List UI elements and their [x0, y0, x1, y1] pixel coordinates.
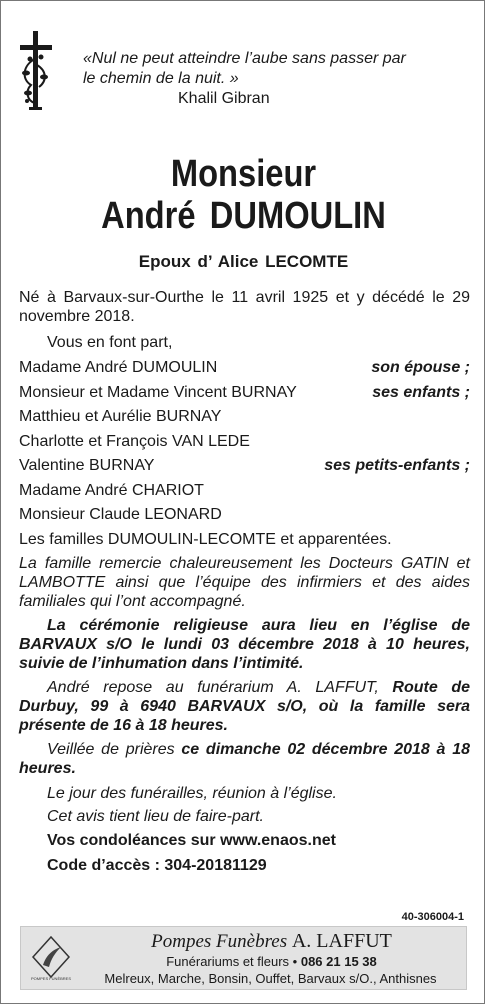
funeral-day-line: Le jour des funérailles, réunion à l’église.	[47, 785, 337, 802]
family-row	[19, 503, 470, 528]
family-role: ses petits-enfants ;	[324, 457, 470, 474]
access-code-line: Code d’accès : 304-20181129	[47, 857, 267, 874]
family-member-name: Monsieur Claude LEONARD	[19, 506, 222, 523]
vigil-paragraph	[19, 740, 470, 778]
thanks-paragraph: La famille remercie chaleureusement les Docteurs GATIN et LAMBOTTE ainsi que l’équipe des infirmiers et des aides familiales qui l’ont accompagné.	[19, 555, 470, 610]
faire-part-line: Cet avis tient lieu de faire-part.	[47, 808, 264, 825]
family-row	[19, 381, 470, 406]
funeral-home-services	[81, 954, 462, 969]
epigraph-quote	[83, 49, 473, 109]
funeral-home-name	[81, 930, 462, 953]
cross-icon	[17, 29, 55, 111]
family-member-name: Charlotte et François VAN LEDE	[19, 432, 250, 450]
funeral-home-company: A. LAFFUT	[291, 930, 392, 952]
repose-lead: André repose au funérarium A. LAFFUT,	[47, 679, 393, 696]
services-label: Funérariums et fleurs •	[166, 954, 301, 969]
family-role: son épouse ;	[371, 359, 470, 376]
family-list	[19, 356, 470, 552]
birth-death-line: Né à Barvaux-sur-Ourthe le 11 avril 1925 et y décédé le 29 novembre 2018.	[19, 289, 470, 325]
logo-caption: POMPES FUNÈBRES	[31, 976, 71, 981]
family-member-name: Madame André CHARIOT	[19, 481, 204, 499]
family-row	[19, 430, 470, 455]
family-member-name: Matthieu et Aurélie BURNAY	[19, 408, 222, 425]
announcement-line: Vous en font part,	[47, 334, 173, 351]
civility-title: Monsieur	[170, 153, 317, 195]
family-member-name: Valentine BURNAY	[19, 457, 155, 474]
family-member-name: Monsieur et Madame Vincent BURNAY	[19, 383, 297, 401]
families-line: Les familles DUMOULIN-LECOMTE et apparentées.	[19, 530, 392, 548]
notice-reference: 40-306004-1	[401, 911, 464, 923]
spouse-line: Epoux d’ Alice LECOMTE	[138, 252, 349, 271]
family-role: ses enfants ;	[372, 383, 470, 401]
family-row	[19, 405, 470, 430]
quote-author: Khalil Gibran	[178, 90, 270, 107]
funeral-home-prefix: Pompes Funèbres	[151, 931, 292, 952]
funeral-home-banner	[20, 926, 467, 990]
ceremony-paragraph: La cérémonie religieuse aura lieu en l’église de BARVAUX s/O le lundi 03 décembre 2018 à 10 heures, suivie de l’inhumation dans l’intimité.	[19, 617, 470, 672]
vigil-when: ce dimanche 02 décembre 2018 à 18 heures.	[19, 741, 470, 777]
quote-line-2: le chemin de la nuit. »	[83, 70, 239, 87]
phone-number: 086 21 15 38	[300, 954, 377, 969]
funeral-home-locations: Melreux, Marche, Bonsin, Ouffet, Barvaux s/O., Anthisnes	[104, 971, 437, 986]
vigil-lead: Veillée de prières	[47, 741, 182, 758]
family-row	[19, 528, 470, 553]
repose-paragraph	[19, 678, 470, 735]
quote-line-1: «Nul ne peut atteindre l’aube sans passer par	[83, 50, 406, 67]
family-member-name: Madame André DUMOULIN	[19, 359, 218, 376]
notice-body	[19, 288, 470, 879]
repose-address: Route de Durbuy, 99 à 6940 BARVAUX s/O, où la famille sera présente de 16 à 18 heures.	[19, 679, 470, 734]
deceased-name: André DUMOULIN	[101, 195, 386, 237]
family-row	[19, 479, 470, 504]
funeral-home-logo-icon	[31, 935, 71, 981]
condolences-line: Vos condoléances sur www.enaos.net	[47, 832, 336, 849]
family-row	[19, 454, 470, 479]
family-row	[19, 356, 470, 381]
